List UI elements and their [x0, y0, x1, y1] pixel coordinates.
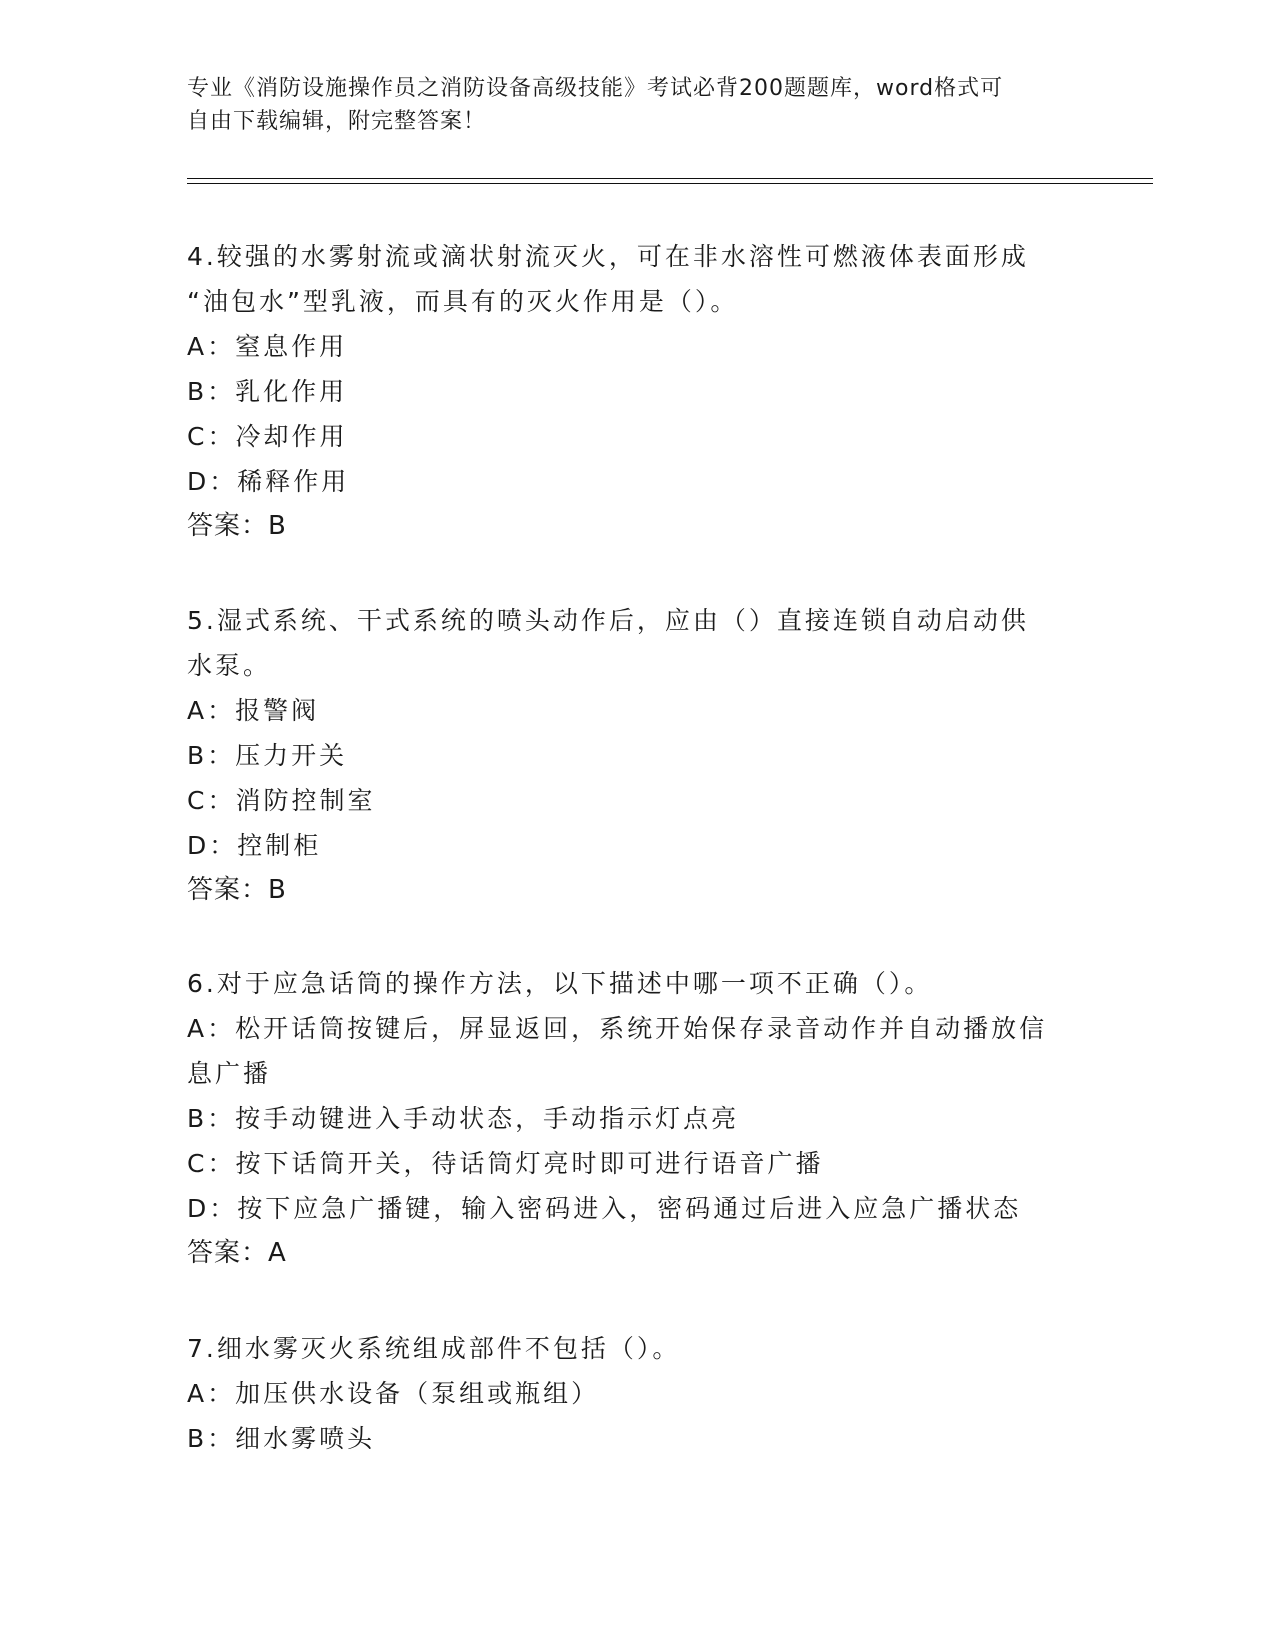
- option-a: A：报警阀: [187, 696, 320, 725]
- header-line: 专业《消防设施操作员之消防设备高级技能》考试必背200题题库，word格式可: [187, 76, 1004, 101]
- document-header: [187, 72, 1067, 138]
- question-6: [187, 961, 1067, 1276]
- question-stem: 水泵。: [187, 651, 272, 680]
- option-c: C：消防控制室: [187, 786, 376, 815]
- header-divider: [187, 183, 1153, 184]
- option-d: D：稀释作用: [187, 467, 350, 496]
- option-b: B：按手动键进入手动状态，手动指示灯点亮: [187, 1104, 740, 1133]
- question-stem: 4.较强的水雾射流或滴状射流灭火，可在非水溶性可燃液体表面形成: [187, 242, 1029, 271]
- answer: 答案：B: [187, 511, 287, 541]
- option-b: B：细水雾喷头: [187, 1424, 376, 1453]
- header-line: 自由下载编辑，附完整答案！: [187, 109, 487, 134]
- option-b: B：乳化作用: [187, 377, 348, 406]
- question-5: [187, 598, 1067, 913]
- option-a: A：窒息作用: [187, 332, 348, 361]
- answer: 答案：B: [187, 875, 287, 905]
- question-stem: 6.对于应急话筒的操作方法，以下描述中哪一项不正确（）。: [187, 969, 933, 998]
- answer: 答案：A: [187, 1238, 287, 1268]
- option-a: A：加压供水设备（泵组或瓶组）: [187, 1379, 600, 1408]
- question-4: [187, 234, 1067, 549]
- question-stem: “油包水”型乳液，而具有的灭火作用是（）。: [187, 287, 739, 316]
- option-b: B：压力开关: [187, 741, 348, 770]
- question-stem: 5.湿式系统、干式系统的喷头动作后，应由（）直接连锁自动启动供: [187, 606, 1029, 635]
- option-a-continued: 息广播: [187, 1059, 272, 1088]
- option-a: A：松开话筒按键后，屏显返回，系统开始保存录音动作并自动播放信: [187, 1014, 1048, 1043]
- option-c: C：冷却作用: [187, 422, 348, 451]
- option-c: C：按下话筒开关，待话筒灯亮时即可进行语音广播: [187, 1149, 824, 1178]
- question-7: [187, 1326, 1067, 1461]
- question-stem: 7.细水雾灭火系统组成部件不包括（）。: [187, 1334, 681, 1363]
- option-d: D：控制柜: [187, 831, 322, 860]
- header-divider: [187, 178, 1153, 179]
- option-d: D：按下应急广播键，输入密码进入，密码通过后进入应急广播状态: [187, 1194, 1022, 1223]
